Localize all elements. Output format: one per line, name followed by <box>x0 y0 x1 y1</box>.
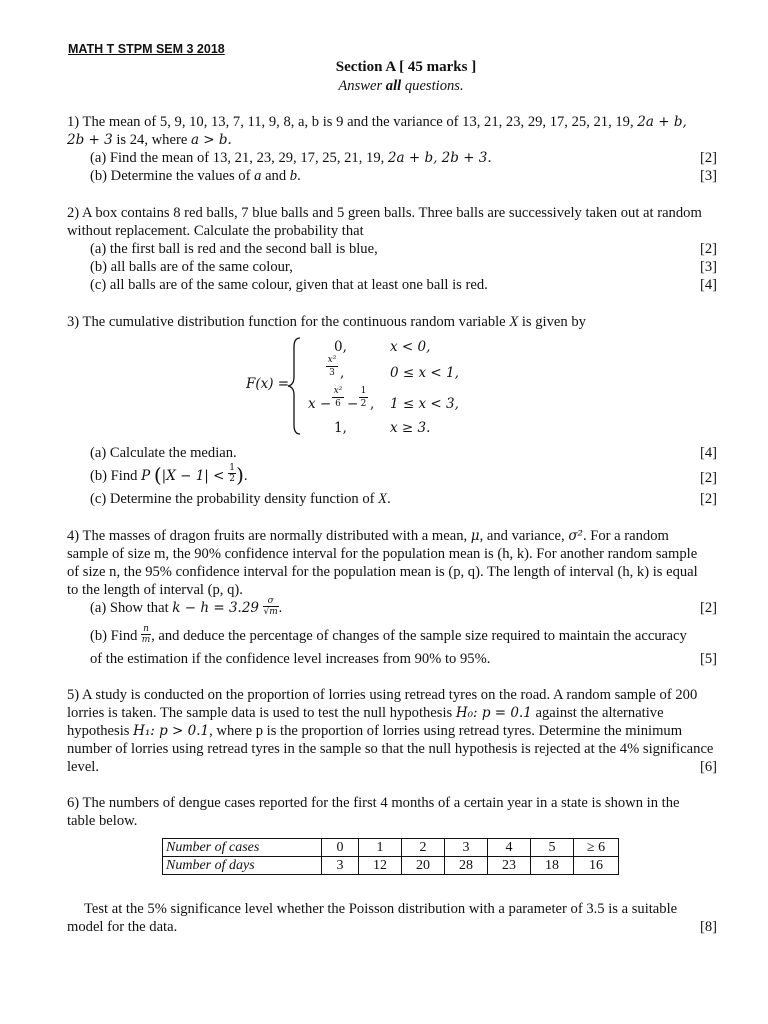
table-cell: 3 <box>445 839 488 857</box>
q1b-text: (b) Determine the values of <box>90 168 255 184</box>
q5-text3: hypothesis <box>67 723 134 739</box>
case3-den2: 2 <box>360 399 367 409</box>
dengue-table <box>162 838 619 875</box>
q3c-var: X <box>378 491 388 507</box>
table-cell: 2 <box>402 839 445 857</box>
q1-line1 <box>67 113 717 131</box>
q5-marks: [6] <box>699 759 717 775</box>
q3b-p: P <box>141 468 151 484</box>
table-cell: 0 <box>322 839 359 857</box>
case3-num1: x² <box>333 386 343 396</box>
q4b-text-post: , and deduce the percentage of changes of the sample size required to maintain the accuracy <box>151 628 687 644</box>
dengue-table-wrap <box>162 838 619 875</box>
q4-text-mid: , and variance, <box>479 528 569 544</box>
q4-line1 <box>67 527 717 545</box>
case4-expr: 1, <box>334 420 347 436</box>
table-row <box>163 839 619 857</box>
q3-part-b <box>90 463 717 490</box>
case3-num2: 1 <box>360 386 367 396</box>
table-cell: 12 <box>359 857 402 875</box>
case2-frac <box>326 355 338 378</box>
q5-line2 <box>67 704 717 722</box>
table-row-label: Number of cases <box>163 839 322 857</box>
q4b-text: (b) Find <box>90 628 142 644</box>
case3-comma: , <box>370 396 375 412</box>
q6-para2-text: model for the data. <box>67 919 178 935</box>
q5-text2: lorries is taken. The sample data is used to test the null hypothesis <box>67 705 456 721</box>
q4a-frac <box>263 596 279 617</box>
table-cell: 23 <box>488 857 531 875</box>
q3b-marks: [2] <box>699 470 717 486</box>
q5-h1: H₁: p > 0.1 <box>133 723 210 739</box>
q5-line3 <box>67 722 717 740</box>
q2a-marks: [2] <box>699 241 717 257</box>
q4a-text: (a) Show that <box>90 600 173 616</box>
q5-text5: level. <box>67 759 100 775</box>
q3-part-a <box>90 444 717 462</box>
table-cell: 28 <box>445 857 488 875</box>
q1-line2 <box>67 131 717 149</box>
q3b-lparen: ( <box>153 463 162 487</box>
q1b-var-a: a <box>254 168 262 184</box>
instruction-suffix: questions. <box>401 78 464 94</box>
case3-frac2 <box>359 386 368 409</box>
instruction-bold: all <box>385 78 402 94</box>
case1-expr: 0, <box>334 339 347 355</box>
table-row-label: Number of days <box>163 857 322 875</box>
q3a-marks: [4] <box>699 445 717 461</box>
q2a-text: (a) the first ball is red and the second ball is blue, <box>90 241 378 257</box>
q3b-text: (b) Find <box>90 468 142 484</box>
q1-text: 1) The mean of 5, 9, 10, 13, 7, 11, 9, 8, a, b is 9 and the variance of 13, 21, 23, 29, 17, 25, 21, 19, <box>67 114 638 130</box>
q4b-den: m <box>141 635 151 646</box>
q5-line5 <box>67 758 717 776</box>
q2-part-c <box>90 276 717 294</box>
q4b-num: n <box>143 624 149 635</box>
q1b-and: and <box>261 168 290 184</box>
q1-part-a <box>90 149 717 167</box>
q6-para2 <box>67 918 717 936</box>
q4-sigma2: σ² <box>568 528 583 544</box>
case3-frac1 <box>332 386 344 409</box>
fx-label: F(x) = <box>246 376 290 392</box>
q4-part-b <box>90 624 717 646</box>
case3-cond: 1 ≤ x < 3, <box>390 396 459 412</box>
q4-line2: sample of size m, the 90% confidence interval for the population mean is (h, k). For another random sample <box>67 546 698 562</box>
section-instruction <box>0 77 768 95</box>
table-cell: 3 <box>322 857 359 875</box>
q2-line2: without replacement. Calculate the probability that <box>67 223 364 239</box>
q5-text3-end: , where p is the proportion of lorries using retread tyres. Determine the minimum <box>209 723 683 739</box>
case2-cond: 0 ≤ x < 1, <box>390 365 459 381</box>
q4a-math: k − h = 3.29 <box>172 600 260 616</box>
q4-text-end: . For a random <box>582 528 669 544</box>
q1-math-cond: a > b. <box>190 132 232 148</box>
case3-pre: x − <box>308 396 332 412</box>
q2c-text: (c) all balls are of the same colour, given that at least one ball is red. <box>90 277 488 293</box>
q3-line1 <box>67 313 717 331</box>
q3-text-end: is given by <box>518 314 586 330</box>
q5-line4: number of lorries using retread tyres in the sample so that the null hypothesis is rejected at the 4% significance <box>67 741 714 757</box>
q2-part-b <box>90 258 717 276</box>
q4b-line2-text: of the estimation if the confidence level increases from 90% to 95%. <box>90 651 491 667</box>
q3c-end: . <box>387 491 391 507</box>
table-cell: 20 <box>402 857 445 875</box>
q2-part-a <box>90 240 717 258</box>
q1-math-2a-b: 2a + b, <box>637 114 687 130</box>
q1b-var-b: b <box>289 168 298 184</box>
q1b-end: . <box>297 168 301 184</box>
q4a-den: √m <box>263 607 278 618</box>
q4-part-b-line2 <box>90 650 717 668</box>
q3-var-x: X <box>509 314 519 330</box>
table-cell: ≥ 6 <box>574 839 619 857</box>
q6-line2: table below. <box>67 813 138 829</box>
table-cell: 18 <box>531 857 574 875</box>
q4b-marks: [5] <box>699 651 717 667</box>
paper-header: MATH T STPM SEM 3 2018 <box>68 42 225 56</box>
q6-para1: Test at the 5% significance level whether the Poisson distribution with a parameter of 3.5 is a suitable <box>84 901 678 917</box>
case4-cond: x ≥ 3. <box>390 420 431 436</box>
q6-line1: 6) The numbers of dengue cases reported for the first 4 months of a certain year in a state is shown in the <box>67 795 680 811</box>
q5-line1: 5) A study is conducted on the proportion of lorries using retread tyres on the road. A random sample of 200 <box>67 687 698 703</box>
q3-text: 3) The cumulative distribution function for the continuous random variable <box>67 314 510 330</box>
instruction-prefix: Answer <box>338 78 386 94</box>
table-cell: 5 <box>531 839 574 857</box>
case3-minus: − <box>347 396 359 412</box>
left-brace-icon <box>286 337 306 435</box>
q3b-end: . <box>243 468 248 484</box>
q5-h0: H₀: p = 0.1 <box>455 705 532 721</box>
q4-text: 4) The masses of dragon fruits are normally distributed with a mean, <box>67 528 471 544</box>
q1b-marks: [3] <box>699 168 717 184</box>
table-cell: 4 <box>488 839 531 857</box>
q3c-marks: [2] <box>699 491 717 507</box>
case2-bar <box>326 366 338 367</box>
q3b-inner: |X − 1| < <box>161 468 225 484</box>
section-title: Section A [ 45 marks ] <box>335 59 477 75</box>
case1-cond: x < 0, <box>390 339 431 355</box>
q1-text2: is 24, where <box>112 132 191 148</box>
case3-den1: 6 <box>335 399 341 409</box>
q2b-marks: [3] <box>699 259 717 275</box>
case3-bar1 <box>332 397 344 398</box>
q3-part-c <box>90 490 717 508</box>
table-cell: 16 <box>574 857 619 875</box>
q1a-marks: [2] <box>699 150 717 166</box>
q6-marks: [8] <box>699 919 717 935</box>
q1a-math: 2a + b, 2b + 3. <box>387 150 492 166</box>
q4-mu: μ <box>470 528 480 544</box>
q3b-frac <box>228 463 236 484</box>
q2-line1: 2) A box contains 8 red balls, 7 blue balls and 5 green balls. Three balls are successively taken out at random <box>67 205 702 221</box>
q4a-marks: [2] <box>699 600 717 616</box>
case3-bar2 <box>359 397 368 398</box>
case2-num: x² <box>327 355 337 365</box>
table-cell: 1 <box>359 839 402 857</box>
q4-line4: to the length of interval (p, q). <box>67 582 243 598</box>
q1-math-2b-3: 2b + 3 <box>67 132 113 148</box>
q3b-rparen: ) <box>236 463 244 487</box>
q2b-text: (b) all balls are of the same colour, <box>90 259 293 275</box>
q3b-num: 1 <box>229 463 235 474</box>
q3c-text: (c) Determine the probability density function of <box>90 491 379 507</box>
piecewise-cdf <box>246 333 546 436</box>
q2c-marks: [4] <box>699 277 717 293</box>
q4a-end: . <box>278 600 283 616</box>
q4a-num: σ <box>267 596 274 607</box>
table-row <box>163 857 619 875</box>
q4b-frac <box>141 624 151 645</box>
q4-line3: of size n, the 95% confidence interval for the population mean is (p, q). The length of interval (h, k) is equal <box>67 564 698 580</box>
q5-text2-end: against the alternative <box>531 705 664 721</box>
q1-part-b <box>90 167 717 185</box>
q4-part-a <box>90 596 717 618</box>
case2-den: 3 <box>329 368 335 378</box>
q1a-text: (a) Find the mean of 13, 21, 23, 29, 17, 25, 21, 19, <box>90 150 388 166</box>
q3b-den: 2 <box>229 474 235 485</box>
case2-comma: , <box>340 365 345 381</box>
q3a-text: (a) Calculate the median. <box>90 445 237 461</box>
